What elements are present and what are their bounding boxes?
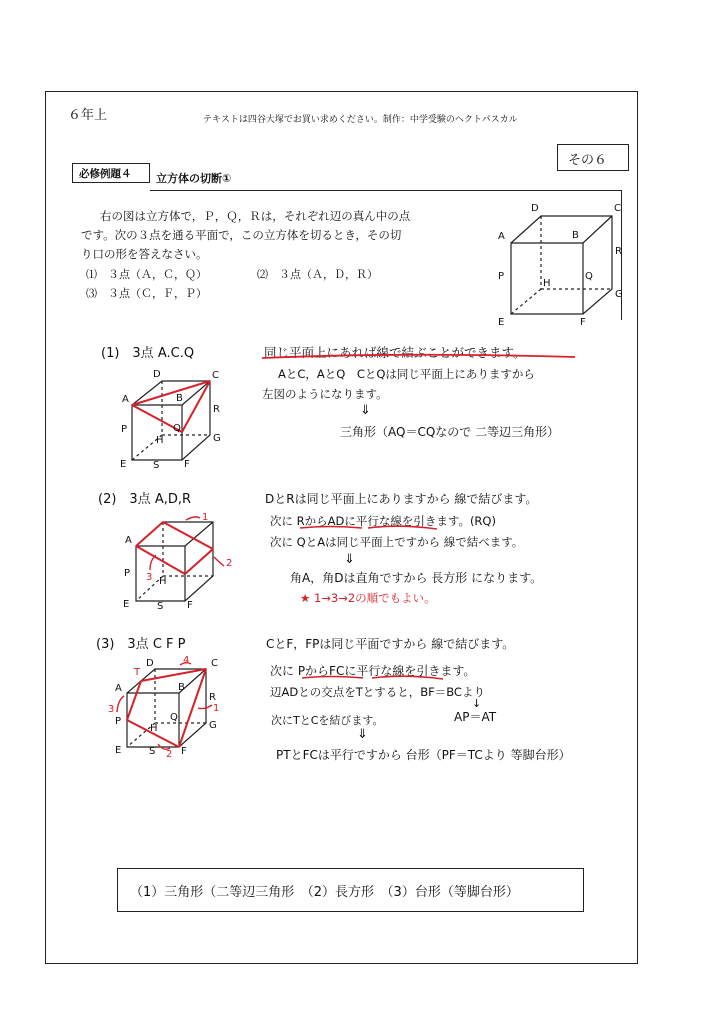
sono-label: その６ [568,153,608,168]
sol3-line1: CとF，FPは同じ平面ですから 線で結びます。 [266,637,515,651]
sol1-label-B: B [176,393,183,404]
sol2-label-F: F [187,600,193,611]
sol3-line4-arrow: ↓ [472,697,482,710]
main-label-D: D [531,203,539,214]
problem-line-2: です。次の３点を通る平面で，この立方体を切るとき，その切 [81,228,402,242]
main-label-R: R [615,246,622,257]
sol2-arrow: ⇓ [344,552,355,567]
main-label-H: H [543,278,551,289]
sol1-heading: (1) 3点 A.C.Q [101,346,195,361]
sol1-label-D: D [153,369,161,380]
sol2-label-P: P [124,568,131,579]
main-label-Q: Q [585,271,593,282]
main-label-B: B [572,230,579,241]
sol1-line1: 同じ平面上にあれば線で結ぶことができます。 [264,345,526,360]
sol3-label-H: H [150,723,158,734]
sol3-label-B: B [178,682,185,693]
question-2: ⑵ ３点（Ａ，Ｄ，Ｒ） [257,268,378,281]
sol1-line3: 左図のようになります。 [262,387,388,401]
main-label-E: E [498,317,505,328]
sol1-arrow: ⇓ [360,403,371,418]
example-badge-text: 必修例題４ [79,168,132,180]
sol1-label-F: F [184,459,190,470]
sol3-line4: AP＝AT [454,710,497,724]
sol3-label-E: E [115,745,122,756]
sol2-label-S: S [157,601,164,612]
sol3-num-2: 2 [166,749,173,760]
main-label-G: G [615,289,623,300]
sol2-line4: 角A，角Dは直角ですから 長方形 になります。 [290,571,543,585]
sol1-line4: 三角形（AQ＝CQなので 二等辺三角形） [340,425,560,439]
main-label-A: A [498,231,505,242]
sol3-label-C: C [211,658,218,669]
sol1-label-A: A [122,394,129,405]
sol3-label-D: D [146,658,154,669]
sol1-line2: AとC，AとQ CとQは同じ平面上にありますから [278,367,535,381]
sol3-num-1: 1 [213,703,220,714]
sol3-label-F: F [181,746,187,757]
answer-text: （1）三角形（二等辺三角形 （2）長方形 （3）台形（等脚台形） [130,885,519,900]
sol1-label-S: S [153,460,160,471]
sol2-num-1: 1 [202,512,209,523]
main-label-C: C [614,203,621,214]
sol2-line2: 次に RからADに平行な線を引きます。(RQ) [270,514,496,528]
sol1-label-Q: Q [173,423,181,434]
notice-text: テキストは四谷大塚でお買い求めください。制作：中学受験のヘクトパスカル [203,115,518,125]
sol3-line3: 辺ADとの交点をTとすると，BF＝BCより [270,685,485,699]
sol3-label-S: S [149,746,156,757]
sol3-line5: 次にTとCを結びます。 [271,714,384,727]
sol3-num-4: 4 [183,655,190,666]
answer-box [117,868,584,912]
sol1-label-G: G [213,433,221,444]
sol3-num-3: 3 [108,704,115,715]
sol2-num-3: 3 [146,572,153,583]
sol3-label-R: R [209,692,216,703]
sol3-label-A: A [115,683,122,694]
main-label-F: F [580,317,586,328]
sol3-label-P: P [115,716,122,727]
sol1-label-H: H [156,435,164,446]
sol3-line2: 次に PからFCに平行な線を引きます。 [270,664,476,678]
sol3-label-G: G [209,720,217,731]
example-title: 立方体の切断① [156,172,232,185]
question-3: ⑶ ３点（Ｃ，Ｆ，Ｐ） [86,287,207,300]
sol3-label-Q: Q [170,712,178,723]
problem-line-1: 右の図は立方体で，Ｐ，Ｑ，Ｒは，それぞれ辺の真ん中の点 [100,209,411,223]
main-label-P: P [498,271,505,282]
sol2-label-E: E [123,599,130,610]
sol3-arrow: ⇓ [357,727,368,742]
question-1: ⑴ ３点（Ａ，Ｃ，Ｑ） [86,268,207,281]
sol3-label-T: T [134,667,141,678]
sol3-line6: PTとFCは平行ですから 台形（PF＝TCより 等脚台形） [276,748,571,762]
sol2-line1: DとRは同じ平面上にありますから 線で結びます。 [265,492,538,506]
sol2-line5: ★ 1→3→2の順でもよい。 [300,591,436,605]
grade-label: ６年上 [68,108,108,123]
sol2-label-H: H [159,576,167,587]
sol3-heading: (3) 3点 C F P [96,637,186,652]
sol2-label-A: A [125,535,132,546]
sol2-line3: 次に QとAは同じ平面上ですから 線で結べます。 [270,535,524,549]
problem-line-3: り口の形を答えなさい。 [81,247,208,261]
sol2-heading: (2) 3点 A,D,R [98,492,192,507]
sol2-num-2: 2 [226,558,233,569]
sol1-label-P: P [121,424,128,435]
sol1-label-R: R [213,404,220,415]
sol1-label-C: C [212,370,219,381]
sol1-label-E: E [120,459,127,470]
